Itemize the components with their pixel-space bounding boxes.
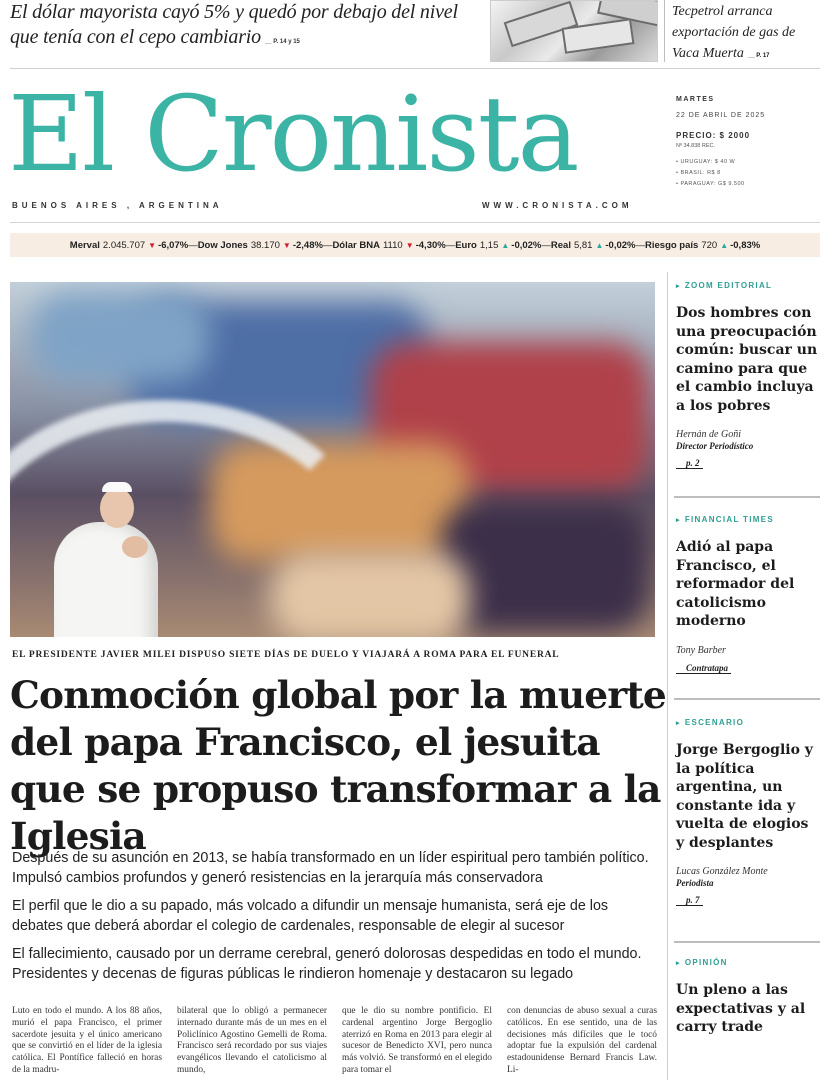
rail-rule: [674, 496, 820, 498]
ticker-item: [551, 240, 636, 251]
ticker-separator: —: [635, 239, 645, 251]
triangle-up-icon: ▲: [595, 240, 604, 250]
foreign-prices: [676, 157, 820, 190]
ticker-name: Merval: [69, 239, 100, 251]
ticker-name: Euro: [455, 239, 477, 251]
main-headline[interactable]: Conmoción global por la muerte del papa Francisco, el jesuita que se propuso transformar a la Iglesia: [10, 673, 666, 858]
triangle-up-icon: ▲: [501, 240, 510, 250]
foreign-price: • BRASIL: R$ 8: [676, 170, 721, 176]
ticker-separator: —: [322, 239, 333, 251]
pope-figure: [48, 482, 158, 637]
ticker-value: 1110: [382, 239, 403, 251]
body-column: con denuncias de abuso sexual a curas católicos. En ese sentido, una de las decisiones más difíciles que le tocó adoptar fue la expulsión del cardenal estadounidense Bernard Francis Law. Li-: [507, 1006, 657, 1075]
rail-page-ref: p. 2: [676, 458, 703, 469]
ticker-change: -0,02%: [605, 239, 636, 251]
ticker-item: [645, 240, 760, 251]
chevron-right-icon: ▸: [676, 516, 681, 524]
issue-price: PRECIO: $ 2000: [676, 131, 751, 140]
foreign-price: • URUGUAY: $ 40 W: [676, 159, 736, 165]
ticker-separator: —: [541, 239, 551, 251]
ticker-name: Real: [550, 239, 571, 251]
rail-section: ▸ FINANCIAL TIMES: [676, 515, 774, 524]
rail-page-ref: Contratapa: [676, 663, 731, 674]
rail-divider: [667, 272, 668, 1080]
rail-title: Adió al papa Francisco, el reformador del catolicismo moderno: [676, 539, 795, 629]
rail-title: Un pleno a las expectativas y al carry trade: [676, 982, 806, 1035]
chevron-right-icon: ▸: [676, 959, 681, 967]
triangle-down-icon: ▼: [148, 240, 157, 250]
top-right-headline: Tecpetrol arranca exportación de gas de Vaca Muerta: [672, 4, 796, 61]
top-teaser-page-ref: __ P. 14 y 15: [264, 39, 300, 45]
rail-title: Dos hombres con una preocupación común: buscar un camino para que el cambio incluya a los pobres: [676, 305, 818, 414]
rail-author: Tony Barber: [676, 644, 726, 656]
top-teaser-tecpetrol[interactable]: [672, 0, 822, 63]
triangle-down-icon: ▼: [405, 240, 414, 250]
masthead-info: [676, 96, 820, 190]
rail-title: Jorge Bergoglio y la política argentina, un constante ida y vuelta de elogios y desplantes: [676, 742, 813, 851]
masthead-rule: [10, 222, 820, 223]
main-photo-pope-francis: [10, 282, 655, 637]
summary-paragraph: Después de su asunción en 2013, se había transformado en un líder espiritual pero también político. Impulsó cambios profundos y generó resistencias en la jerarquía más conservadora: [12, 850, 649, 886]
issue-record: Nº 34.838 REC.: [676, 143, 715, 149]
rail-author: Hernán de Goñi: [676, 429, 741, 440]
ticker-value: 38.170: [250, 239, 280, 251]
top-right-page-ref: __ P. 17: [747, 53, 770, 59]
triangle-down-icon: ▼: [282, 240, 291, 250]
ticker-item: [70, 240, 188, 251]
summary-paragraph: El fallecimiento, causado por un derrame cerebral, generó dolorosas despedidas en todo el mundo. Presidentes y decenas de figuras públicas le rindieron homenaje y destacaron su legado: [12, 946, 642, 982]
ticker-value: 1,15: [479, 239, 499, 251]
rail-role: Periodista: [676, 878, 714, 888]
ticker-value: 2.045.707: [102, 239, 146, 251]
crowd-blur: [440, 502, 650, 632]
ticker-change: -0,02%: [511, 239, 542, 251]
body-column: Luto en todo el mundo. A los 88 años, murió el papa Francisco, el primer sacerdote jesuita y el único americano que se convirtió en el líder de la iglesia católica. El Pontífice falleció en horas de la madru-: [12, 1006, 162, 1075]
ticker-item: [455, 240, 541, 251]
ticker-value: 720: [701, 239, 718, 251]
ticker-name: Dow Jones: [197, 239, 248, 251]
main-body-columns: [12, 1006, 657, 1077]
ticker-item: [332, 240, 445, 251]
rail-section: ▸ ZOOM EDITORIAL: [676, 281, 773, 290]
rail-item-zoom-editorial[interactable]: [676, 281, 821, 470]
issue-date: 22 DE ABRIL DE 2025: [676, 112, 766, 119]
rail-item-financial-times[interactable]: [676, 515, 821, 675]
rail-item-opinion[interactable]: [676, 958, 821, 1037]
top-teaser-dolar[interactable]: [10, 0, 480, 62]
rail-author: Lucas González Monte: [676, 866, 768, 877]
ticker-item: [198, 240, 323, 251]
ticker-change: -6,07%: [158, 239, 189, 251]
top-rule: [10, 68, 820, 69]
top-divider: [664, 0, 665, 62]
logo[interactable]: El Cronista: [8, 73, 578, 195]
rail-page-ref: p. 7: [676, 895, 703, 906]
foreign-price: • PARAGUAY: G$ 9.500: [676, 181, 745, 187]
masthead: [8, 74, 668, 200]
top-teaser-headline: El dólar mayorista cayó 5% y quedó por debajo del nivel que tenía con el cepo cambiario: [10, 1, 458, 48]
rail-role: Director Periodístico: [676, 441, 754, 451]
pope-head: [100, 488, 134, 528]
main-kicker: EL PRESIDENTE JAVIER MILEI DISPUSO SIETE DÍAS DE DUELO Y VIAJARÁ A ROMA PARA EL FUNERAL: [12, 650, 560, 660]
market-ticker: [10, 233, 820, 257]
rail-item-escenario[interactable]: [676, 718, 821, 907]
chevron-right-icon: ▸: [676, 282, 681, 290]
ticker-change: -2,48%: [292, 239, 323, 251]
ticker-change: -0,83%: [730, 239, 761, 251]
ticker-change: -4,30%: [415, 239, 446, 251]
pope-hand: [122, 536, 148, 558]
rail-section: ▸ ESCENARIO: [676, 718, 745, 727]
chevron-right-icon: ▸: [676, 719, 681, 727]
rail-rule: [674, 698, 820, 700]
ticker-name: Riesgo país: [645, 239, 699, 251]
body-column: bilateral que lo obligó a permanecer internado durante más de un mes en el Policlínico Agostino Gemelli de Roma. Francisco será recordado por sus viajes evangélicos llevando el catolicismo al mundo,: [177, 1006, 327, 1075]
masthead-location: BUENOS AIRES , ARGENTINA: [12, 201, 223, 210]
masthead-website[interactable]: WWW.CRONISTA.COM: [482, 201, 633, 210]
ticker-separator: —: [445, 239, 456, 251]
top-teaser-photo-dollar-bills: [490, 0, 658, 62]
triangle-up-icon: ▲: [720, 240, 729, 250]
main-summary: [12, 848, 660, 992]
issue-day: MARTES: [676, 96, 715, 103]
ticker-separator: —: [188, 239, 198, 251]
rail-section: ▸ OPINIÓN: [676, 958, 728, 967]
pope-zucchetto: [102, 482, 132, 492]
summary-paragraph: El perfil que le dio a su papado, más volcado a difundir un mensaje humanista, será eje de los debates que deberá abordar el colegio de cardenales, responsable de elegir al sucesor: [12, 898, 609, 934]
body-column: que le dio su nombre pontificio. El cardenal argentino Jorge Bergoglio aterrizó en Roma en 2013 para elegir al sucesor de Benedicto XVI, pero nunca más volvió. Se transformó en el elegido para tomar el: [342, 1006, 492, 1075]
crowd-blur: [30, 292, 210, 382]
ticker-value: 5,81: [573, 239, 593, 251]
ticker-name: Dólar BNA: [332, 239, 380, 251]
rail-rule: [674, 941, 820, 943]
